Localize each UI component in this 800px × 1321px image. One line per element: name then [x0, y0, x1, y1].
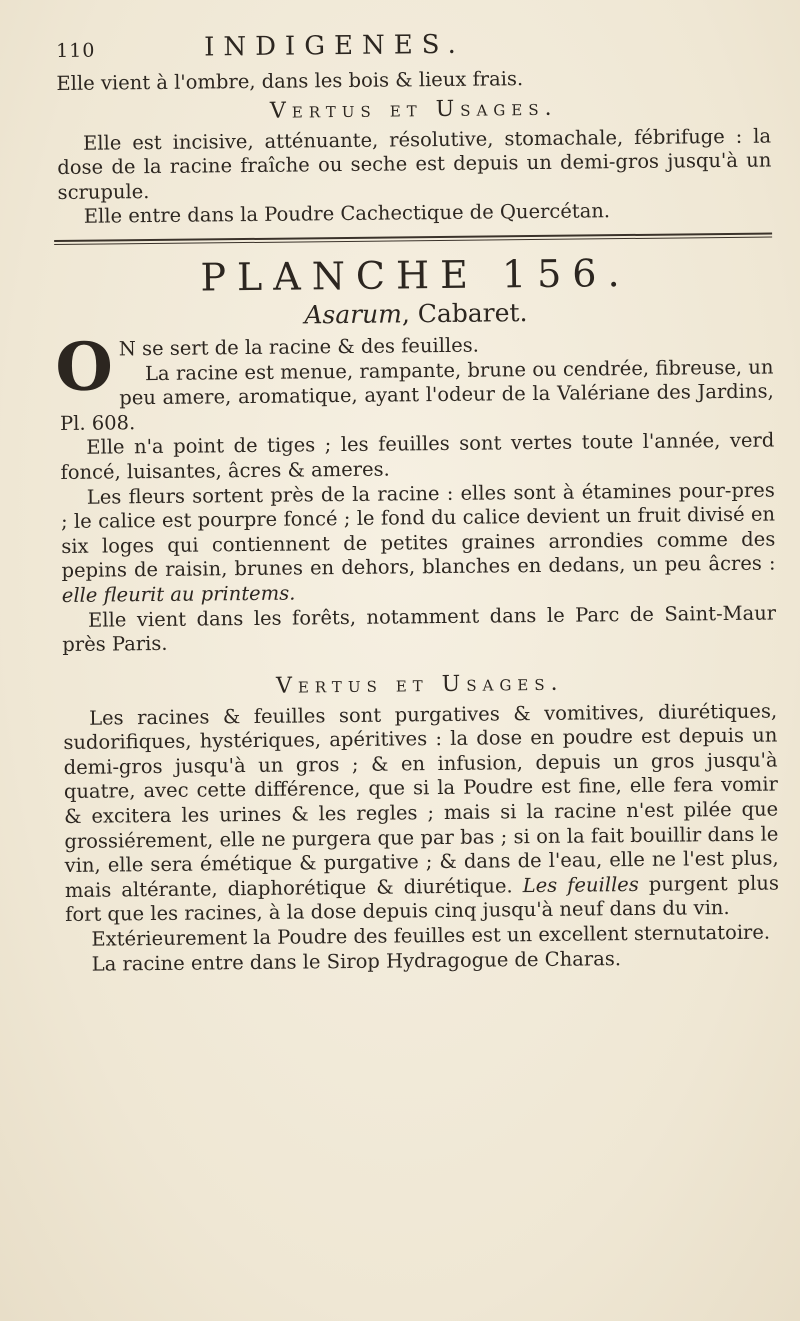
running-title: INDIGENES.	[203, 29, 466, 63]
plant-name	[59, 295, 773, 331]
section-heading-vertus-2: Vertus et Usages.	[275, 670, 564, 699]
opening-text: N se sert de la racine & des feuilles.	[118, 333, 480, 361]
section-heading-vertus-1: Vertus et Usages.	[269, 95, 558, 124]
page-content	[56, 31, 780, 978]
flowering-note: elle fleurit au printems.	[61, 581, 296, 607]
section-divider	[54, 232, 772, 245]
body-paragraph: Elle vient dans les forêts, notamment dans le Parc de Saint-Maur près Paris.	[62, 600, 777, 657]
virtues-text: Les racines & feuilles sont purgatives & vomitives, diurétiques, sudorifiques, hystériques, apéritives : la dose en poudre est depuis un demi-gros jusqu'à un gros ; & en infusion, depuis un gros jusqu'à quatre, avec cette différence, que si la Poudre est fine, elle fera vomir & excitera les urines & les regles ; mais si la racine n'est pilée que grossiérement, elle ne purgera que par bas ; si on la fait bouillir dans le vin, elle sera émétique & purgative ; & dans de l'eau, elle ne l'est plus, mais altérante, diaphorétique & diurétique.	[63, 699, 779, 902]
body-paragraph	[61, 478, 776, 608]
leaves-label: Les feuilles	[522, 872, 639, 898]
leaves-text: purgent plus fort que les racines, à la dose depuis cinq jusqu'à neuf dans du vin.	[65, 871, 780, 927]
habitat-line: Elle vient à l'ombre, dans les bois & lieux frais.	[56, 67, 524, 95]
plant-latin-name: Asarum	[304, 299, 403, 330]
body-paragraph: Elle n'a point de tiges ; les feuilles sont vertes toute l'année, verd foncé, luisantes, âcres & ameres.	[60, 428, 775, 484]
body-paragraph: Extérieurement la Poudre des feuilles est un excellent sternutatoire.	[91, 920, 771, 951]
body-paragraph: La racine entre dans le Sirop Hydragogue de Charas.	[91, 946, 622, 976]
flowers-text: Les fleurs sortent près de la racine : elles sont à étamines pour-pres ; le calice est pourpre foncé ; le fond du calice devient un fruit divisé en six loges qui contiennent de petites graines arrondies comme des pepins de raisin, brunes en dehors, blanches en dedans, un peu âcres :	[60, 478, 776, 583]
body-paragraph: La racine est menue, rampante, brune ou cendrée, fibreuse, un peu amere, aromatique, ayant l'odeur de la Valériane des Jardins, Pl. 608.	[59, 355, 774, 435]
drop-cap: O	[55, 327, 114, 406]
body-paragraph	[63, 699, 779, 928]
page-number: 110	[56, 39, 96, 62]
body-paragraph: Elle est incisive, atténuante, résolutive, stomachale, fébrifuge : la dose de la racine fraîche ou seche est depuis un demi-gros jusqu'à un scrupule.	[57, 124, 772, 204]
plate-heading: PLANCHE 156.	[200, 250, 631, 300]
body-paragraph: Elle entre dans la Poudre Cachectique de Quercétan.	[83, 199, 611, 229]
plant-common-name: , Cabaret.	[401, 298, 528, 329]
